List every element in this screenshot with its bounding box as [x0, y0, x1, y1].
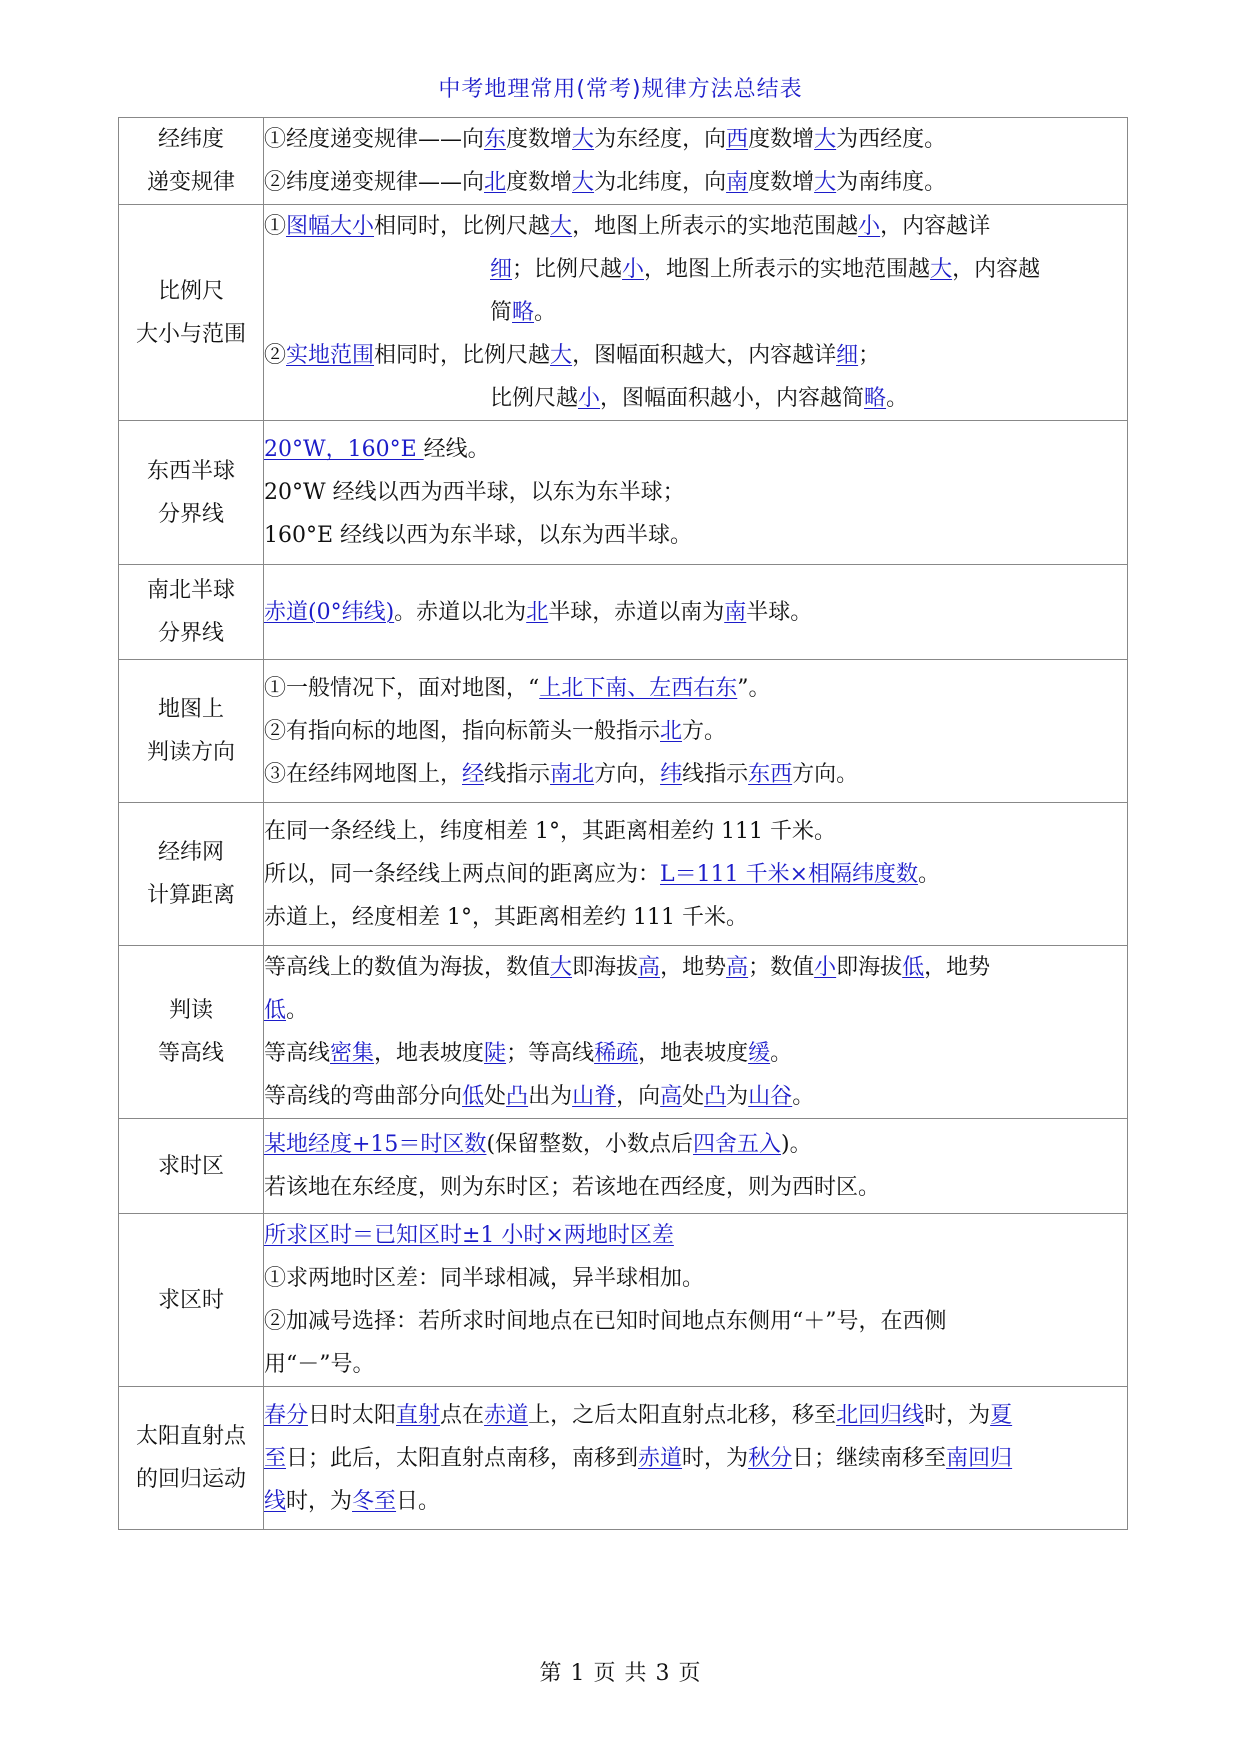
text-segment: 时，为: [924, 1402, 991, 1428]
key-term: 20°W，160°E: [264, 437, 424, 462]
text-segment: 为北纬度，向: [594, 170, 727, 195]
key-term: 实地范围: [286, 343, 375, 368]
text-segment: 方向，: [594, 761, 661, 787]
text-segment: (保留整数，小数点后: [486, 1132, 694, 1157]
row-content: [264, 1214, 1128, 1387]
key-term: 山谷: [748, 1084, 793, 1109]
text-segment: 简: [490, 300, 513, 325]
content-line: [264, 248, 1127, 291]
text-segment: )。: [781, 1132, 812, 1157]
row-heading-line: 东西半球: [146, 458, 235, 484]
text-segment: 等高线上的数值为海拔，数值: [264, 955, 551, 980]
text-segment: 处: [682, 1084, 705, 1109]
text-segment: 方向。: [792, 761, 859, 787]
text-segment: 时，为: [682, 1445, 749, 1471]
text-segment: ②有指向标的地图，指向标箭头一般指示: [264, 718, 661, 744]
text-segment: 即海拔: [572, 955, 639, 980]
key-term: 小: [578, 386, 601, 411]
key-term: 低: [902, 955, 925, 980]
text-segment: 日；继续南移至: [792, 1445, 947, 1471]
key-term: 大: [550, 343, 573, 368]
key-term: 略: [864, 386, 887, 411]
key-term: 略: [512, 300, 535, 325]
key-term: 凸: [506, 1084, 529, 1109]
content-line: [264, 118, 1127, 161]
row-heading-line: 判读: [168, 998, 213, 1023]
text-segment: 为: [726, 1084, 749, 1109]
text-segment: ①经度递变规律——向: [264, 127, 485, 152]
text-segment: 日。: [396, 1488, 441, 1514]
content-line: [264, 667, 1127, 710]
row-heading-line: 的回归运动: [135, 1467, 246, 1492]
text-segment: 160°E 经线以西为东半球，以东为西半球。: [264, 523, 693, 548]
text-segment: 。: [886, 386, 909, 411]
text-segment: 等高线: [264, 1041, 331, 1066]
key-term: 赤道: [484, 1402, 529, 1428]
row-heading-line: 经纬度: [157, 127, 224, 152]
key-term: 北回归线: [836, 1402, 925, 1428]
content-line: [264, 514, 1127, 557]
key-term: 北: [660, 718, 683, 744]
text-segment: ，地图上所表示的实地范围越: [644, 257, 931, 282]
key-term: 图幅大小: [286, 214, 375, 239]
key-term: 赤道: [638, 1445, 683, 1471]
text-segment: 。: [918, 861, 941, 887]
row-heading-line: 计算距离: [146, 883, 235, 908]
text-segment: ，内容越: [952, 257, 1041, 282]
text-segment: ②加减号选择：若所求时间地点在已知时间地点东侧用“＋”号，在西侧: [264, 1309, 947, 1334]
key-term: 细: [490, 257, 513, 282]
content-line: [264, 1394, 1127, 1437]
row-heading: [119, 1119, 264, 1214]
row-heading: [119, 421, 264, 565]
content-line: [264, 1480, 1127, 1523]
page-title: 中考地理常用(常考)规律方法总结表: [438, 77, 803, 102]
key-term: 低: [264, 998, 287, 1023]
page-footer: 第 1 页 共 3 页: [539, 1661, 702, 1686]
table-row-latlon-gradient: [119, 118, 1128, 205]
text-segment: 度数增: [506, 127, 573, 152]
content-line: [264, 1214, 1127, 1257]
row-content: [264, 118, 1128, 205]
text-segment: 为东经度，向: [594, 127, 727, 152]
content-line: [264, 1123, 1127, 1166]
key-term: 大: [814, 170, 837, 195]
content-line: [264, 1257, 1127, 1300]
text-segment: 20°W 经线以西为西半球，以东为东半球；: [264, 480, 685, 505]
text-segment: 为西经度。: [836, 127, 947, 152]
row-heading-line: 等高线: [157, 1041, 224, 1066]
row-heading: [119, 565, 264, 660]
text-segment: ”。: [737, 675, 771, 701]
key-term: 大: [572, 127, 595, 152]
content-line: [264, 1300, 1127, 1343]
key-term: 山脊: [572, 1084, 617, 1109]
row-heading: [119, 660, 264, 803]
table-row-scale-range: [119, 205, 1128, 421]
row-content: [264, 946, 1128, 1119]
row-heading-line: 分界线: [157, 621, 224, 646]
key-term: 南回归: [946, 1445, 1013, 1471]
row-content: [264, 1387, 1128, 1530]
text-segment: 相同时，比例尺越: [374, 343, 551, 368]
content-line: [264, 1075, 1127, 1118]
key-term: 低: [462, 1084, 485, 1109]
row-content: [264, 565, 1128, 660]
key-term: 高: [660, 1084, 683, 1109]
key-term: 小: [622, 257, 645, 282]
content-line: [264, 710, 1127, 753]
key-term: 纬: [660, 761, 683, 787]
text-segment: ；: [858, 343, 881, 368]
content-line: [264, 1032, 1127, 1075]
text-segment: 。: [286, 998, 309, 1023]
text-segment: ②: [264, 343, 287, 368]
key-term: 线: [264, 1488, 287, 1514]
key-term: 南: [726, 170, 749, 195]
text-segment: ②纬度递变规律——向: [264, 170, 485, 195]
key-term: 四舍五入: [693, 1132, 782, 1157]
text-segment: 半球。: [746, 599, 813, 625]
text-segment: ①: [264, 214, 287, 239]
row-heading-line: 地图上: [157, 697, 224, 722]
key-term: 密集: [330, 1041, 375, 1066]
row-heading-line: 求时区: [157, 1153, 224, 1179]
key-term: 南北: [550, 761, 595, 787]
text-segment: ；等高线: [506, 1041, 595, 1066]
key-term: 小: [858, 214, 881, 239]
text-segment: 半球，赤道以南为: [548, 599, 725, 625]
row-heading-line: 递变规律: [146, 170, 235, 195]
text-segment: ；比例尺越: [512, 257, 623, 282]
key-term: 高: [638, 955, 661, 980]
table-row-north-south-hemisphere: [119, 565, 1128, 660]
row-content: [264, 421, 1128, 565]
text-segment: 。赤道以北为: [394, 599, 527, 625]
text-segment: ，地势: [924, 955, 991, 980]
row-heading: [119, 946, 264, 1119]
text-segment: ①一般情况下，面对地图，“: [264, 675, 540, 701]
content-line: [264, 946, 1127, 989]
key-term: 秋分: [748, 1445, 793, 1471]
key-term: 东西: [748, 761, 793, 787]
row-heading-line: 判读方向: [146, 740, 235, 765]
key-term: 北: [484, 170, 507, 195]
content-line: [264, 896, 1127, 939]
key-term: 大: [814, 127, 837, 152]
row-content: [264, 205, 1128, 421]
text-segment: 。: [534, 300, 557, 325]
text-segment: ，地表坡度: [374, 1041, 485, 1066]
text-segment: 上，之后太阳直射点北移，移至: [528, 1402, 837, 1428]
text-segment: 度数增: [748, 127, 815, 152]
text-segment: 时，为: [286, 1488, 353, 1514]
text-segment: 线指示: [484, 761, 551, 787]
text-segment: 若该地在东经度，则为东时区；若该地在西经度，则为西时区。: [264, 1175, 881, 1200]
key-term: 大: [550, 214, 573, 239]
text-segment: 相同时，比例尺越: [374, 214, 551, 239]
text-segment: ，图幅面积越小，内容越简: [600, 386, 865, 411]
text-segment: 处: [484, 1084, 507, 1109]
table-row-map-direction: [119, 660, 1128, 803]
content-line: [264, 377, 1127, 420]
row-content: [264, 660, 1128, 803]
content-line: [264, 291, 1127, 334]
table-row-zone-time: [119, 1214, 1128, 1387]
content-line: [264, 1166, 1127, 1209]
table-row-grid-distance: [119, 803, 1128, 946]
content-line: [264, 334, 1127, 377]
table-row-east-west-hemisphere: [119, 421, 1128, 565]
row-heading: [119, 118, 264, 205]
key-term: 小: [814, 955, 837, 980]
key-term: 细: [836, 343, 859, 368]
content-line: [264, 989, 1127, 1032]
text-segment: ，内容越详: [880, 214, 991, 239]
text-segment: 。: [770, 1041, 793, 1066]
row-content: [264, 1119, 1128, 1214]
content-line: [264, 810, 1127, 853]
key-term: 春分: [264, 1402, 309, 1428]
text-segment: 用“－”号。: [264, 1352, 375, 1377]
key-term: 北: [526, 599, 549, 625]
row-heading-line: 经纬网: [157, 840, 224, 865]
key-term: 冬至: [352, 1488, 397, 1514]
table-row-time-zone: [119, 1119, 1128, 1214]
text-segment: ，向: [616, 1084, 661, 1109]
content-line: [264, 1437, 1127, 1480]
key-term: 大: [550, 955, 573, 980]
key-term: 缓: [748, 1041, 771, 1066]
row-heading-line: 求区时: [157, 1287, 224, 1313]
content-line: [264, 428, 1127, 471]
row-heading: [119, 803, 264, 946]
key-term: 高: [726, 955, 749, 980]
text-segment: 日；此后，太阳直射点南移，南移到: [286, 1445, 639, 1471]
text-segment: 度数增: [506, 170, 573, 195]
key-term: 直射: [396, 1402, 441, 1428]
content-line: [264, 853, 1127, 896]
text-segment: 即海拔: [836, 955, 903, 980]
row-content: [264, 803, 1128, 946]
text-segment: ，图幅面积越大，内容越详: [572, 343, 837, 368]
content-line: [264, 205, 1127, 248]
row-heading: [119, 1387, 264, 1530]
row-heading-line: 南北半球: [146, 578, 235, 603]
key-term: 上北下南、左西右东: [539, 675, 738, 701]
key-term: 经: [462, 761, 485, 787]
row-heading: [119, 1214, 264, 1387]
row-heading: [119, 205, 264, 421]
text-segment: 在同一条经线上，纬度相差 1°，其距离相差约 111 千米。: [264, 818, 836, 844]
text-segment: 方。: [682, 718, 727, 744]
row-heading-line: 分界线: [157, 501, 224, 527]
content-line: [264, 471, 1127, 514]
text-segment: 点在: [440, 1402, 485, 1428]
text-segment: ①求两地时区差：同半球相减，异半球相加。: [264, 1266, 705, 1291]
key-term: 某地经度+15＝时区数: [264, 1132, 487, 1157]
table-row-solar-point-motion: [119, 1387, 1128, 1530]
key-term: L＝111 千米×相隔纬度数: [660, 861, 919, 887]
key-term: 东: [484, 127, 507, 152]
row-heading-line: 大小与范围: [135, 321, 246, 347]
text-segment: ③在经纬网地图上，: [264, 761, 463, 787]
text-segment: 为南纬度。: [836, 170, 947, 195]
key-term: 稀疏: [594, 1041, 639, 1066]
key-term: 夏: [990, 1402, 1013, 1428]
text-segment: ，地图上所表示的实地范围越: [572, 214, 859, 239]
row-heading-line: 比例尺: [157, 278, 224, 304]
content-line: [264, 753, 1127, 796]
text-segment: 等高线的弯曲部分向: [264, 1084, 463, 1109]
text-segment: ，地势: [660, 955, 727, 980]
text-segment: 所以，同一条经线上两点间的距离应为：: [264, 861, 661, 887]
row-heading-line: 太阳直射点: [135, 1424, 246, 1449]
key-term: 赤道(0°纬线): [264, 599, 395, 625]
key-term: 至: [264, 1445, 287, 1471]
text-segment: 。: [792, 1084, 815, 1109]
text-segment: 比例尺越: [490, 386, 579, 411]
key-term: 南: [724, 599, 747, 625]
text-segment: 出为: [528, 1084, 573, 1109]
text-segment: 经线。: [423, 437, 490, 462]
content-line: [264, 161, 1127, 204]
summary-table: [118, 117, 1128, 1530]
text-segment: 日时太阳: [308, 1402, 397, 1428]
key-term: 所求区时＝已知区时±1 小时×两地时区差: [264, 1223, 674, 1248]
key-term: 陡: [484, 1041, 507, 1066]
text-segment: 线指示: [682, 761, 749, 787]
content-line: [264, 591, 1127, 634]
text-segment: ；数值: [748, 955, 815, 980]
content-line: [264, 1343, 1127, 1386]
table-row-contour-lines: [119, 946, 1128, 1119]
text-segment: ，地表坡度: [638, 1041, 749, 1066]
key-term: 大: [572, 170, 595, 195]
key-term: 大: [930, 257, 953, 282]
text-segment: 赤道上，经度相差 1°，其距离相差约 111 千米。: [264, 904, 748, 930]
key-term: 凸: [704, 1084, 727, 1109]
key-term: 西: [726, 127, 749, 152]
text-segment: 度数增: [748, 170, 815, 195]
